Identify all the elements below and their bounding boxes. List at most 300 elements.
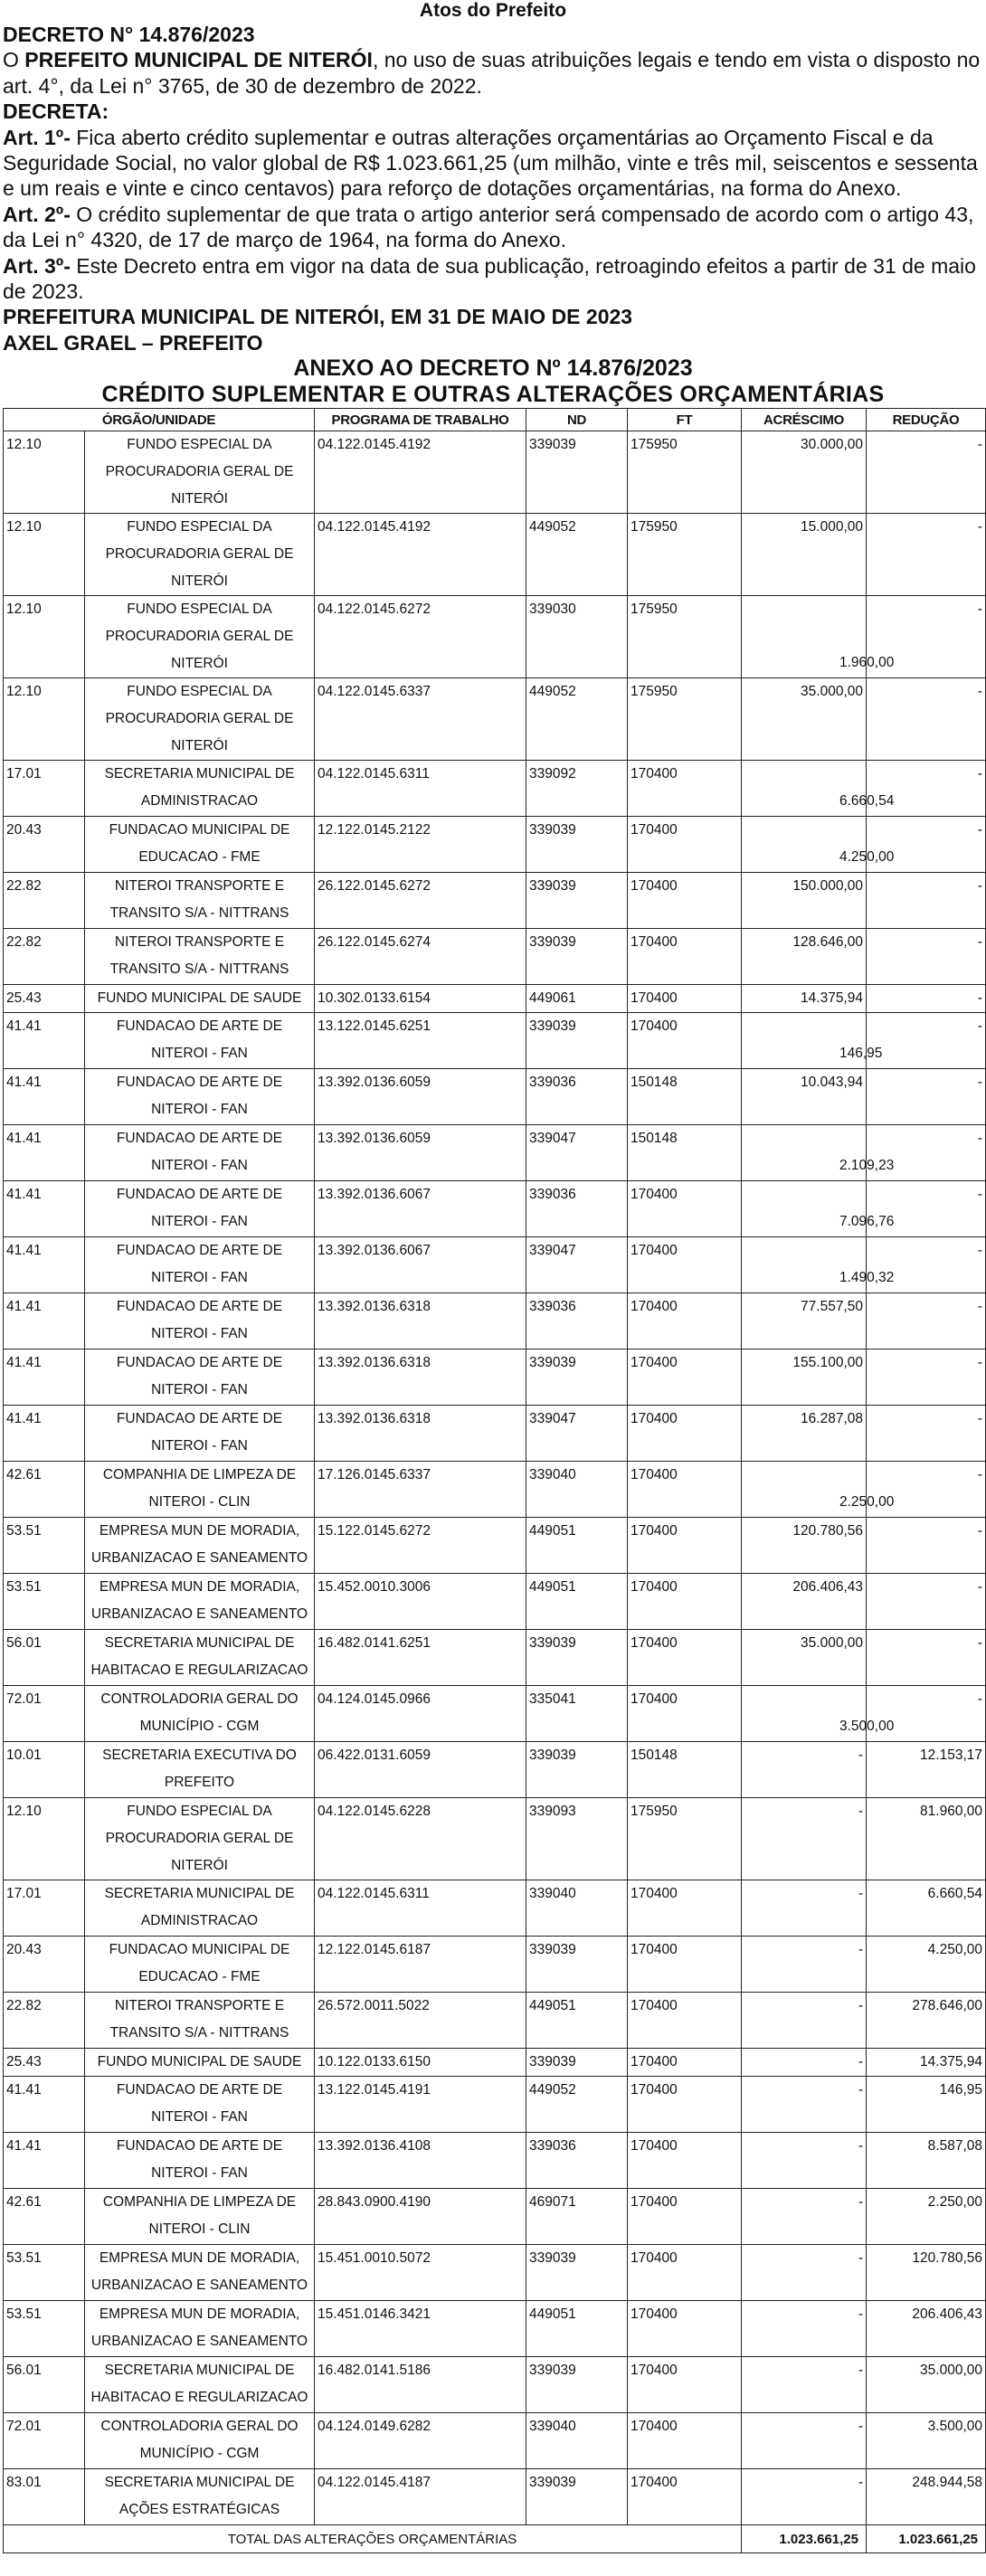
cell-programa: 13.392.0136.6059 bbox=[315, 1069, 526, 1125]
cell-orgao: 20.43 bbox=[4, 1937, 85, 1993]
cell-nd: 449051 bbox=[526, 2301, 628, 2357]
cell-acrescimo bbox=[742, 1125, 895, 1181]
cell-unidade: SECRETARIA MUNICIPAL DE AÇÕES ESTRATÉGICAS bbox=[85, 2469, 315, 2525]
cell-ft: 175950 bbox=[628, 1798, 742, 1880]
cell-ft: 170400 bbox=[628, 2301, 742, 2357]
table-row bbox=[4, 1350, 986, 1406]
cell-acrescimo: 150.000,00 bbox=[742, 873, 867, 929]
table-row bbox=[4, 761, 986, 817]
cell-orgao: 20.43 bbox=[4, 817, 85, 873]
cell-programa: 04.122.0145.6272 bbox=[315, 596, 526, 678]
cell-programa: 04.124.0149.6282 bbox=[315, 2413, 526, 2469]
cell-nd: 339039 bbox=[526, 929, 628, 985]
cell-reducao: 206.406,43 bbox=[867, 2301, 986, 2357]
table-row bbox=[4, 929, 986, 985]
cell-programa: 04.122.0145.4192 bbox=[315, 431, 526, 514]
cell-ft: 170400 bbox=[628, 1406, 742, 1462]
cell-reducao: 278.646,00 bbox=[867, 1993, 986, 2049]
cell-programa: 13.392.0136.6318 bbox=[315, 1293, 526, 1350]
cell-unidade: SECRETARIA EXECUTIVA DO PREFEITO bbox=[85, 1742, 315, 1798]
article-3 bbox=[3, 253, 983, 305]
table-row bbox=[4, 2049, 986, 2077]
cell-reducao: - bbox=[867, 1630, 986, 1686]
cell-reducao: - bbox=[867, 431, 986, 514]
cell-orgao: 41.41 bbox=[4, 2133, 85, 2189]
cell-orgao: 12.10 bbox=[4, 431, 85, 514]
header-programa: PROGRAMA DE TRABALHO bbox=[315, 409, 526, 431]
cell-nd: 335041 bbox=[526, 1686, 628, 1742]
cell-acrescimo-value: 6.660,54 bbox=[839, 793, 895, 810]
cell-reducao: - bbox=[867, 985, 986, 1013]
cell-nd: 339040 bbox=[526, 1462, 628, 1518]
cell-unidade: NITEROI TRANSPORTE E TRANSITO S/A - NITTRANS bbox=[85, 929, 315, 985]
cell-unidade: FUNDACAO DE ARTE DE NITEROI - FAN bbox=[85, 1013, 315, 1069]
table-row bbox=[4, 1742, 986, 1798]
cell-reducao: 248.944,58 bbox=[867, 2469, 986, 2525]
table-row bbox=[4, 2469, 986, 2525]
cell-programa: 15.451.0010.5072 bbox=[315, 2245, 526, 2301]
cell-programa: 04.122.0145.6311 bbox=[315, 1880, 526, 1937]
article-1-text: Fica aberto crédito suplementar e outras alterações orçamentárias ao Orçamento Fiscal e da Seguridade Social, no valor global de R$ 1.023.661,25 (um milhão, vinte e três mil, seiscentos e sessenta e um reais e vinte e cinco centavos) para reforço de dotações orçamentárias, na forma do Anexo. bbox=[3, 125, 978, 201]
cell-acrescimo: 206.406,43 bbox=[742, 1574, 867, 1630]
cell-orgao: 41.41 bbox=[4, 1013, 85, 1069]
cell-reducao: - bbox=[867, 1293, 986, 1350]
cell-orgao: 41.41 bbox=[4, 1237, 85, 1293]
cell-unidade: SECRETARIA MUNICIPAL DE ADMINISTRACAO bbox=[85, 761, 315, 817]
cell-orgao: 12.10 bbox=[4, 596, 85, 678]
cell-ft: 170400 bbox=[628, 1937, 742, 1993]
cell-nd: 339039 bbox=[526, 2245, 628, 2301]
article-2 bbox=[3, 202, 983, 253]
table-row bbox=[4, 1798, 986, 1880]
cell-ft: 175950 bbox=[628, 678, 742, 761]
cell-reducao: 6.660,54 bbox=[867, 1880, 986, 1937]
cell-acrescimo: - bbox=[742, 1937, 867, 1993]
cell-acrescimo-value: 7.096,76 bbox=[839, 1214, 895, 1230]
table-row bbox=[4, 2077, 986, 2133]
cell-ft: 170400 bbox=[628, 2413, 742, 2469]
cell-unidade: CONTROLADORIA GERAL DO MUNICÍPIO - CGM bbox=[85, 2413, 315, 2469]
cell-acrescimo bbox=[742, 1686, 895, 1742]
cell-programa: 26.572.0011.5022 bbox=[315, 1993, 526, 2049]
table-row bbox=[4, 431, 986, 514]
cell-unidade: FUNDO ESPECIAL DA PROCURADORIA GERAL DE NITERÓI bbox=[85, 1798, 315, 1880]
table-row bbox=[4, 1181, 986, 1237]
cell-unidade: FUNDO ESPECIAL DA PROCURADORIA GERAL DE NITERÓI bbox=[85, 431, 315, 514]
cell-acrescimo: 35.000,00 bbox=[742, 1630, 867, 1686]
cell-acrescimo: 15.000,00 bbox=[742, 514, 867, 596]
cell-acrescimo: - bbox=[742, 1880, 867, 1937]
table-row bbox=[4, 1125, 986, 1181]
cell-acrescimo-value: 3.500,00 bbox=[839, 1719, 895, 1735]
cell-nd: 339047 bbox=[526, 1237, 628, 1293]
cell-ft: 170400 bbox=[628, 1518, 742, 1574]
table-row bbox=[4, 514, 986, 596]
cell-ft: 170400 bbox=[628, 1181, 742, 1237]
cell-programa: 04.122.0145.6311 bbox=[315, 761, 526, 817]
cell-ft: 170400 bbox=[628, 985, 742, 1013]
article-1 bbox=[3, 125, 983, 202]
cell-nd: 339036 bbox=[526, 1181, 628, 1237]
cell-nd: 339030 bbox=[526, 596, 628, 678]
cell-unidade: FUNDO ESPECIAL DA PROCURADORIA GERAL DE NITERÓI bbox=[85, 596, 315, 678]
cell-acrescimo: - bbox=[742, 2413, 867, 2469]
cell-reducao: 2.250,00 bbox=[867, 2189, 986, 2245]
cell-ft: 175950 bbox=[628, 596, 742, 678]
cell-unidade: FUNDO MUNICIPAL DE SAUDE bbox=[85, 985, 315, 1013]
cell-nd: 449052 bbox=[526, 2077, 628, 2133]
cell-nd: 449051 bbox=[526, 1993, 628, 2049]
cell-nd: 339047 bbox=[526, 1406, 628, 1462]
cell-acrescimo-value: 2.109,23 bbox=[839, 1158, 895, 1174]
cell-acrescimo bbox=[742, 1462, 895, 1518]
cell-programa: 16.482.0141.6251 bbox=[315, 1630, 526, 1686]
header-acrescimo: ACRÉSCIMO bbox=[742, 409, 867, 431]
cell-orgao: 41.41 bbox=[4, 1406, 85, 1462]
cell-orgao: 56.01 bbox=[4, 2357, 85, 2413]
table-row bbox=[4, 2301, 986, 2357]
cell-orgao: 53.51 bbox=[4, 1574, 85, 1630]
cell-acrescimo-value: 146,95 bbox=[839, 1046, 883, 1062]
cell-unidade: SECRETARIA MUNICIPAL DE HABITACAO E REGULARIZACAO bbox=[85, 2357, 315, 2413]
cell-ft: 170400 bbox=[628, 2049, 742, 2077]
cell-acrescimo bbox=[742, 1181, 895, 1237]
cell-reducao: 14.375,94 bbox=[867, 2049, 986, 2077]
cell-programa: 15.451.0146.3421 bbox=[315, 2301, 526, 2357]
cell-reducao: 146,95 bbox=[867, 2077, 986, 2133]
cell-orgao: 72.01 bbox=[4, 2413, 85, 2469]
cell-unidade: EMPRESA MUN DE MORADIA, URBANIZACAO E SANEAMENTO bbox=[85, 2245, 315, 2301]
cell-programa: 04.122.0145.6228 bbox=[315, 1798, 526, 1880]
article-3-label: Art. 3º- bbox=[3, 253, 71, 278]
cell-orgao: 41.41 bbox=[4, 1350, 85, 1406]
cell-ft: 150148 bbox=[628, 1125, 742, 1181]
table-row bbox=[4, 678, 986, 761]
cell-ft: 170400 bbox=[628, 1630, 742, 1686]
cell-unidade: FUNDACAO MUNICIPAL DE EDUCACAO - FME bbox=[85, 817, 315, 873]
cell-programa: 15.452.0010.3006 bbox=[315, 1574, 526, 1630]
section-title: Atos do Prefeito bbox=[419, 0, 567, 21]
cell-acrescimo: - bbox=[742, 2357, 867, 2413]
table-row bbox=[4, 1937, 986, 1993]
cell-reducao: - bbox=[867, 1406, 986, 1462]
cell-reducao: - bbox=[867, 514, 986, 596]
annex-title: ANEXO AO DECRETO Nº 14.876/2023 bbox=[293, 355, 693, 382]
cell-nd: 339040 bbox=[526, 2413, 628, 2469]
cell-nd: 449051 bbox=[526, 1518, 628, 1574]
table-row bbox=[4, 873, 986, 929]
table-row bbox=[4, 1237, 986, 1293]
cell-ft: 150148 bbox=[628, 1742, 742, 1798]
cell-acrescimo: 30.000,00 bbox=[742, 431, 867, 514]
decree-heading: DECRETO N° 14.876/2023 bbox=[3, 23, 255, 46]
cell-orgao: 53.51 bbox=[4, 1518, 85, 1574]
cell-acrescimo: - bbox=[742, 2189, 867, 2245]
cell-nd: 469071 bbox=[526, 2189, 628, 2245]
cell-nd: 339036 bbox=[526, 1069, 628, 1125]
cell-orgao: 72.01 bbox=[4, 1686, 85, 1742]
cell-acrescimo: 120.780,56 bbox=[742, 1518, 867, 1574]
cell-acrescimo: 128.646,00 bbox=[742, 929, 867, 985]
cell-unidade: FUNDACAO MUNICIPAL DE EDUCACAO - FME bbox=[85, 1937, 315, 1993]
cell-reducao: - bbox=[867, 929, 986, 985]
cell-unidade: FUNDO ESPECIAL DA PROCURADORIA GERAL DE NITERÓI bbox=[85, 678, 315, 761]
cell-nd: 339093 bbox=[526, 1798, 628, 1880]
cell-acrescimo bbox=[742, 1237, 895, 1293]
cell-orgao: 42.61 bbox=[4, 2189, 85, 2245]
table-row bbox=[4, 1406, 986, 1462]
cell-unidade: FUNDO MUNICIPAL DE SAUDE bbox=[85, 2049, 315, 2077]
cell-reducao: 120.780,56 bbox=[867, 2245, 986, 2301]
table-row bbox=[4, 2133, 986, 2189]
cell-acrescimo: - bbox=[742, 2469, 867, 2525]
cell-ft: 170400 bbox=[628, 817, 742, 873]
cell-acrescimo: 16.287,08 bbox=[742, 1406, 867, 1462]
cell-orgao: 41.41 bbox=[4, 2077, 85, 2133]
cell-orgao: 12.10 bbox=[4, 1798, 85, 1880]
cell-acrescimo: 10.043,94 bbox=[742, 1069, 867, 1125]
cell-programa: 13.392.0136.6318 bbox=[315, 1350, 526, 1406]
cell-nd: 339092 bbox=[526, 761, 628, 817]
total-label: TOTAL DAS ALTERAÇÕES ORÇAMENTÁRIAS bbox=[4, 2525, 742, 2553]
cell-programa: 13.392.0136.6067 bbox=[315, 1237, 526, 1293]
cell-reducao: - bbox=[867, 678, 986, 761]
cell-nd: 339039 bbox=[526, 1742, 628, 1798]
total-row bbox=[4, 2525, 986, 2553]
cell-nd: 339040 bbox=[526, 1880, 628, 1937]
place-date: PREFEITURA MUNICIPAL DE NITERÓI, EM 31 DE MAIO DE 2023 bbox=[3, 305, 633, 329]
cell-orgao: 22.82 bbox=[4, 1993, 85, 2049]
cell-ft: 170400 bbox=[628, 1462, 742, 1518]
cell-orgao: 10.01 bbox=[4, 1742, 85, 1798]
article-2-label: Art. 2º- bbox=[3, 202, 71, 226]
header-orgao-unidade: ÓRGÃO/UNIDADE bbox=[4, 409, 315, 431]
cell-nd: 449052 bbox=[526, 678, 628, 761]
cell-programa: 10.302.0133.6154 bbox=[315, 985, 526, 1013]
cell-nd: 339039 bbox=[526, 1013, 628, 1069]
cell-reducao: - bbox=[867, 1181, 986, 1237]
cell-ft: 170400 bbox=[628, 1237, 742, 1293]
intro-prefix: O bbox=[3, 48, 25, 72]
cell-orgao: 17.01 bbox=[4, 1880, 85, 1937]
cell-orgao: 25.43 bbox=[4, 985, 85, 1013]
cell-acrescimo: 155.100,00 bbox=[742, 1350, 867, 1406]
cell-nd: 339039 bbox=[526, 873, 628, 929]
cell-ft: 170400 bbox=[628, 873, 742, 929]
header-nd: ND bbox=[526, 409, 628, 431]
cell-programa: 13.122.0145.4191 bbox=[315, 2077, 526, 2133]
cell-orgao: 17.01 bbox=[4, 761, 85, 817]
cell-orgao: 41.41 bbox=[4, 1125, 85, 1181]
cell-reducao: 35.000,00 bbox=[867, 2357, 986, 2413]
table-row bbox=[4, 1013, 986, 1069]
intro-bold: PREFEITO MUNICIPAL DE NITERÓI bbox=[24, 48, 373, 72]
intro-rest: , no uso de suas atribuições legais e tendo em vista o disposto no art. 4°, da Lei n° 3765, de 30 de dezembro de 2022. bbox=[3, 48, 981, 98]
cell-unidade: EMPRESA MUN DE MORADIA, URBANIZACAO E SANEAMENTO bbox=[85, 1574, 315, 1630]
cell-ft: 170400 bbox=[628, 2189, 742, 2245]
article-3-text: Este Decreto entra em vigor na data de sua publicação, retroagindo efeitos a partir de 31 de maio de 2023. bbox=[3, 253, 976, 304]
cell-orgao: 22.82 bbox=[4, 929, 85, 985]
cell-unidade: COMPANHIA DE LIMPEZA DE NITEROI - CLIN bbox=[85, 2189, 315, 2245]
cell-programa: 26.122.0145.6272 bbox=[315, 873, 526, 929]
cell-unidade: NITEROI TRANSPORTE E TRANSITO S/A - NITTRANS bbox=[85, 873, 315, 929]
cell-nd: 339039 bbox=[526, 1630, 628, 1686]
cell-programa: 15.122.0145.6272 bbox=[315, 1518, 526, 1574]
cell-acrescimo bbox=[742, 1013, 883, 1069]
cell-acrescimo: - bbox=[742, 1742, 867, 1798]
cell-orgao: 12.10 bbox=[4, 678, 85, 761]
decree-intro bbox=[3, 47, 983, 99]
cell-unidade: FUNDACAO DE ARTE DE NITEROI - FAN bbox=[85, 1237, 315, 1293]
header-reducao: REDUÇÃO bbox=[867, 409, 986, 431]
cell-reducao: - bbox=[867, 873, 986, 929]
cell-unidade: FUNDO ESPECIAL DA PROCURADORIA GERAL DE NITERÓI bbox=[85, 514, 315, 596]
cell-programa: 13.392.0136.6067 bbox=[315, 1181, 526, 1237]
cell-programa: 26.122.0145.6274 bbox=[315, 929, 526, 985]
cell-nd: 449052 bbox=[526, 514, 628, 596]
cell-programa: 17.126.0145.6337 bbox=[315, 1462, 526, 1518]
cell-reducao: - bbox=[867, 1013, 986, 1069]
cell-programa: 04.122.0145.4187 bbox=[315, 2469, 526, 2525]
cell-unidade: FUNDACAO DE ARTE DE NITEROI - FAN bbox=[85, 2077, 315, 2133]
cell-nd: 339039 bbox=[526, 1937, 628, 1993]
cell-reducao: - bbox=[867, 1350, 986, 1406]
cell-ft: 170400 bbox=[628, 761, 742, 817]
table-header-row bbox=[4, 409, 986, 431]
table-row bbox=[4, 1293, 986, 1350]
cell-unidade: NITEROI TRANSPORTE E TRANSITO S/A - NITTRANS bbox=[85, 1993, 315, 2049]
cell-programa: 16.482.0141.5186 bbox=[315, 2357, 526, 2413]
cell-nd: 339039 bbox=[526, 2357, 628, 2413]
cell-reducao: 8.587,08 bbox=[867, 2133, 986, 2189]
cell-acrescimo: - bbox=[742, 2301, 867, 2357]
annex-subtitle: CRÉDITO SUPLEMENTAR E OUTRAS ALTERAÇÕES ORÇAMENTÁRIAS bbox=[101, 382, 885, 408]
cell-ft: 170400 bbox=[628, 2245, 742, 2301]
cell-orgao: 83.01 bbox=[4, 2469, 85, 2525]
cell-nd: 339036 bbox=[526, 2133, 628, 2189]
cell-reducao: - bbox=[867, 1574, 986, 1630]
cell-orgao: 41.41 bbox=[4, 1069, 85, 1125]
cell-ft: 175950 bbox=[628, 514, 742, 596]
cell-reducao: - bbox=[867, 1462, 986, 1518]
cell-orgao: 41.41 bbox=[4, 1181, 85, 1237]
cell-reducao: - bbox=[867, 1125, 986, 1181]
cell-orgao: 53.51 bbox=[4, 2301, 85, 2357]
table-row bbox=[4, 2357, 986, 2413]
cell-programa: 12.122.0145.2122 bbox=[315, 817, 526, 873]
cell-nd: 339036 bbox=[526, 1293, 628, 1350]
cell-programa: 12.122.0145.6187 bbox=[315, 1937, 526, 1993]
cell-nd: 339039 bbox=[526, 2469, 628, 2525]
cell-reducao: - bbox=[867, 1518, 986, 1574]
cell-acrescimo-value: 2.250,00 bbox=[839, 1494, 895, 1511]
cell-nd: 339039 bbox=[526, 1350, 628, 1406]
table-row bbox=[4, 1574, 986, 1630]
cell-nd: 449061 bbox=[526, 985, 628, 1013]
cell-programa: 28.843.0900.4190 bbox=[315, 2189, 526, 2245]
cell-ft: 170400 bbox=[628, 1880, 742, 1937]
cell-unidade: EMPRESA MUN DE MORADIA, URBANIZACAO E SANEAMENTO bbox=[85, 2301, 315, 2357]
table-row bbox=[4, 2189, 986, 2245]
cell-reducao: - bbox=[867, 596, 986, 678]
cell-nd: 339047 bbox=[526, 1125, 628, 1181]
cell-acrescimo bbox=[742, 596, 895, 678]
cell-acrescimo-value: 1.490,32 bbox=[839, 1270, 895, 1286]
cell-acrescimo: 35.000,00 bbox=[742, 678, 867, 761]
table-row bbox=[4, 2245, 986, 2301]
cell-ft: 170400 bbox=[628, 1574, 742, 1630]
cell-orgao: 41.41 bbox=[4, 1293, 85, 1350]
cell-unidade: COMPANHIA DE LIMPEZA DE NITEROI - CLIN bbox=[85, 1462, 315, 1518]
cell-ft: 170400 bbox=[628, 929, 742, 985]
cell-unidade: FUNDACAO DE ARTE DE NITEROI - FAN bbox=[85, 1069, 315, 1125]
cell-acrescimo-value: 1.960,00 bbox=[839, 655, 895, 671]
cell-unidade: FUNDACAO DE ARTE DE NITEROI - FAN bbox=[85, 1293, 315, 1350]
cell-ft: 175950 bbox=[628, 431, 742, 514]
table-row bbox=[4, 985, 986, 1013]
cell-ft: 170400 bbox=[628, 2133, 742, 2189]
cell-unidade: SECRETARIA MUNICIPAL DE ADMINISTRACAO bbox=[85, 1880, 315, 1937]
table-row bbox=[4, 1630, 986, 1686]
cell-acrescimo: - bbox=[742, 2077, 867, 2133]
cell-reducao: 12.153,17 bbox=[867, 1742, 986, 1798]
cell-reducao: - bbox=[867, 1686, 986, 1742]
cell-acrescimo: - bbox=[742, 2245, 867, 2301]
cell-ft: 170400 bbox=[628, 2357, 742, 2413]
cell-reducao: - bbox=[867, 761, 986, 817]
cell-orgao: 56.01 bbox=[4, 1630, 85, 1686]
cell-programa: 10.122.0133.6150 bbox=[315, 2049, 526, 2077]
cell-programa: 06.422.0131.6059 bbox=[315, 1742, 526, 1798]
cell-orgao: 53.51 bbox=[4, 2245, 85, 2301]
cell-orgao: 42.61 bbox=[4, 1462, 85, 1518]
cell-ft: 170400 bbox=[628, 1013, 742, 1069]
cell-orgao: 25.43 bbox=[4, 2049, 85, 2077]
cell-ft: 170400 bbox=[628, 1293, 742, 1350]
cell-reducao: 3.500,00 bbox=[867, 2413, 986, 2469]
cell-reducao: - bbox=[867, 1237, 986, 1293]
cell-programa: 13.392.0136.4108 bbox=[315, 2133, 526, 2189]
cell-acrescimo: - bbox=[742, 2133, 867, 2189]
cell-unidade: EMPRESA MUN DE MORADIA, URBANIZACAO E SANEAMENTO bbox=[85, 1518, 315, 1574]
cell-acrescimo-value: 4.250,00 bbox=[839, 849, 895, 866]
cell-unidade: FUNDACAO DE ARTE DE NITEROI - FAN bbox=[85, 1350, 315, 1406]
cell-nd: 339039 bbox=[526, 817, 628, 873]
cell-programa: 13.392.0136.6318 bbox=[315, 1406, 526, 1462]
cell-reducao: 4.250,00 bbox=[867, 1937, 986, 1993]
header-ft: FT bbox=[628, 409, 742, 431]
cell-programa: 04.122.0145.6337 bbox=[315, 678, 526, 761]
cell-programa: 04.124.0145.0966 bbox=[315, 1686, 526, 1742]
table-row bbox=[4, 1993, 986, 2049]
cell-ft: 170400 bbox=[628, 2077, 742, 2133]
cell-acrescimo bbox=[742, 761, 895, 817]
decreta-label: DECRETA: bbox=[3, 99, 109, 124]
table-row bbox=[4, 1462, 986, 1518]
cell-unidade: CONTROLADORIA GERAL DO MUNICÍPIO - CGM bbox=[85, 1686, 315, 1742]
table-row bbox=[4, 2413, 986, 2469]
table-row bbox=[4, 1880, 986, 1937]
table-row bbox=[4, 596, 986, 678]
cell-acrescimo bbox=[742, 817, 895, 873]
cell-reducao: - bbox=[867, 1069, 986, 1125]
cell-unidade: FUNDACAO DE ARTE DE NITEROI - FAN bbox=[85, 1181, 315, 1237]
cell-unidade: FUNDACAO DE ARTE DE NITEROI - FAN bbox=[85, 1125, 315, 1181]
cell-programa: 13.392.0136.6059 bbox=[315, 1125, 526, 1181]
total-reducao: 1.023.661,25 bbox=[867, 2525, 986, 2553]
table-row bbox=[4, 1518, 986, 1574]
annex-table bbox=[3, 408, 986, 2553]
